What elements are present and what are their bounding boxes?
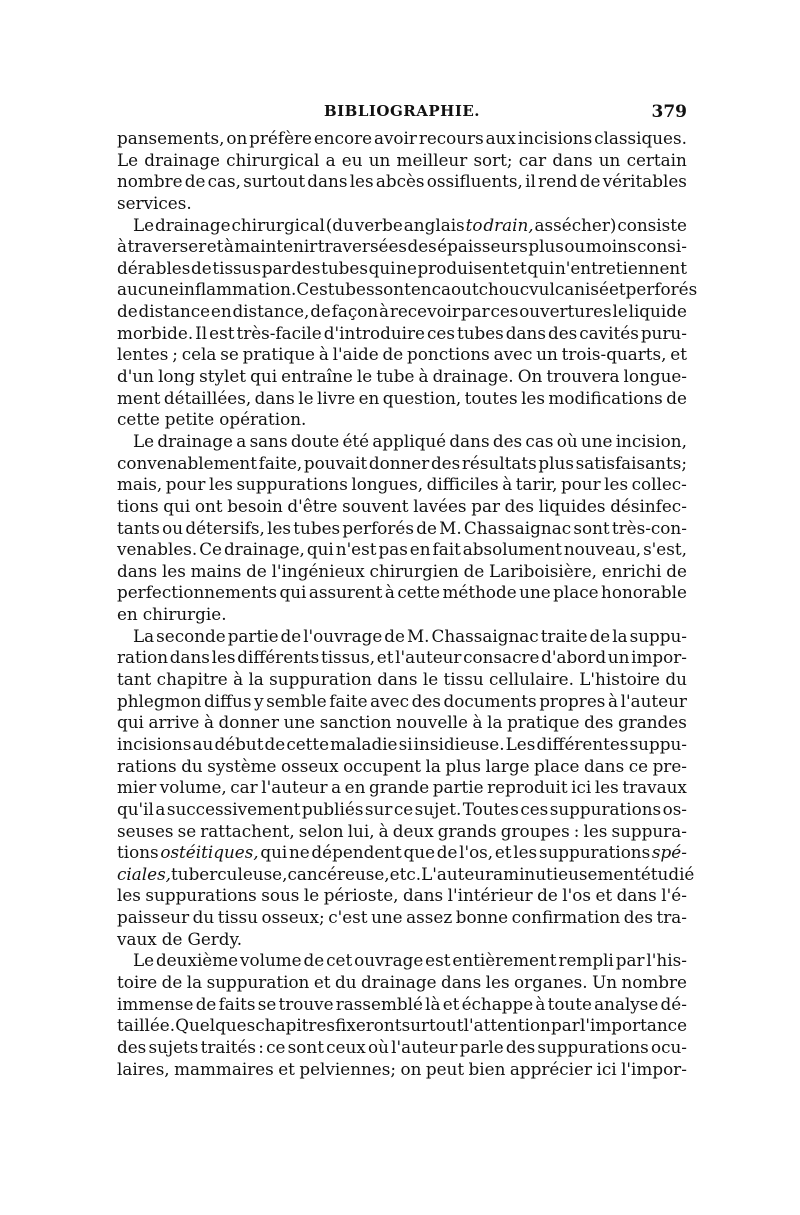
text-line: les suppurations sous le périoste, dans l'intérieur de l'os et dans l'é- [117, 885, 687, 906]
text-line: seuses se rattachent, selon lui, à deux grands groupes : les suppura- [117, 820, 687, 841]
page-number: 379 [651, 102, 687, 122]
text-line: paisseur du tissu osseux; c'est une assez bonne confirmation des tra- [117, 907, 687, 928]
text-line: Le deuxième volume de cet ouvrage est entièrement rempli par l'his- [133, 950, 687, 971]
text-line: mier volume, car l'auteur a en grande partie reproduit ici les travaux [117, 777, 687, 798]
text-line: perfectionnements qui assurent à cette méthode une place honorable [117, 582, 687, 603]
text-line: convenablement faite, pouvait donner des résultats plus satisfaisants; [117, 452, 687, 473]
text-line: en chirurgie. [117, 604, 227, 625]
text-line: immense de faits se trouve rassemblé là et échappe à toute analyse dé- [117, 993, 687, 1014]
text-line: dérables de tissus par des tubes qui ne produisent et qui n'entretiennent [117, 257, 687, 278]
running-title: BIBLIOGRAPHIE. [323, 102, 481, 120]
text-line: ment détaillées, dans le livre en question, toutes les modifications de [117, 387, 687, 408]
text-line: Le drainage chirurgical (du verbe anglais to drain, assécher) consiste [133, 214, 687, 235]
text-line: d'un long stylet qui entraîne le tube à drainage. On trouvera longue- [117, 366, 687, 387]
text-line: toire de la suppuration et du drainage dans les organes. Un nombre [117, 971, 687, 992]
text-line: lentes ; cela se pratique à l'aide de ponctions avec un trois-quarts, et [117, 344, 687, 365]
text-line: laires, mammaires et pelviennes; on peut bien apprécier ici l'impor- [117, 1058, 687, 1079]
text-line: morbide. Il est très-facile d'introduire ces tubes dans des cavités puru- [117, 322, 687, 343]
text-line: tants ou détersifs, les tubes perforés de M. Chassaignac sont très-con- [117, 517, 687, 538]
text-line: venables. Ce drainage, qui n'est pas en fait absolument nouveau, s'est, [117, 539, 687, 560]
text-line: taillée. Quelques chapitres fixeront surtout l'attention par l'importance [117, 1015, 687, 1036]
text-line: qu'il a successivement publiés sur ce sujet. Toutes ces suppurations os- [117, 798, 687, 819]
text-line: dans les mains de l'ingénieux chirurgien de Lariboisière, enrichi de [117, 560, 687, 581]
text-line: vaux de Gerdy. [117, 928, 243, 949]
running-head [117, 102, 687, 126]
text-line: Le drainage a sans doute été appliqué dans des cas où une incision, [133, 430, 687, 451]
text-line: tions ostéitiques, qui ne dépendent que de l'os, et les suppurations spé- [117, 842, 687, 863]
text-line: tions qui ont besoin d'être souvent lavées par des liquides désinfec- [117, 495, 687, 516]
text-line: mais, pour les suppurations longues, difficiles à tarir, pour les collec- [117, 474, 687, 495]
text-line: aucune inflammation. Ces tubes sont en caoutchouc vulcanisé et perforés [117, 279, 698, 300]
text-line: La seconde partie de l'ouvrage de M. Chassaignac traite de la suppu- [133, 625, 687, 646]
text-line: phlegmon diffus y semble faite avec des documents propres à l'auteur [117, 690, 687, 711]
text-line: tant chapitre à la suppuration dans le tissu cellulaire. L'histoire du [117, 669, 687, 690]
text-line: Le drainage chirurgical a eu un meilleur sort; car dans un certain [117, 149, 687, 170]
text-line: services. [117, 192, 192, 213]
text-line: à traverser et à maintenir traversées des épaisseurs plus ou moins consi- [117, 236, 687, 257]
text-line: rations du système osseux occupent la plus large place dans ce pre- [117, 755, 687, 776]
text-line: pansements, on préfère encore avoir recours aux incisions classiques. [117, 128, 687, 148]
text-line: des sujets traités : ce sont ceux où l'auteur parle des suppurations ocu- [117, 1036, 687, 1057]
text-line: ciales, tuberculeuse, cancéreuse, etc. L'auteur a minutieusement étudié [117, 863, 695, 884]
text-line: cette petite opération. [117, 409, 307, 430]
text-line: incisions au début de cette maladie si insidieuse. Les différentes suppu- [117, 733, 687, 754]
text-line: de distance en distance, de façon à recevoir par ces ouvertures le liquide [117, 301, 687, 322]
text-line: qui arrive à donner une sanction nouvelle à la pratique des grandes [117, 712, 687, 733]
text-line: nombre de cas, surtout dans les abcès ossifluents, il rend de véritables [117, 171, 687, 192]
text-line: ration dans les différents tissus, et l'auteur consacre d'abord un impor- [117, 647, 687, 668]
body-text [117, 128, 698, 1080]
